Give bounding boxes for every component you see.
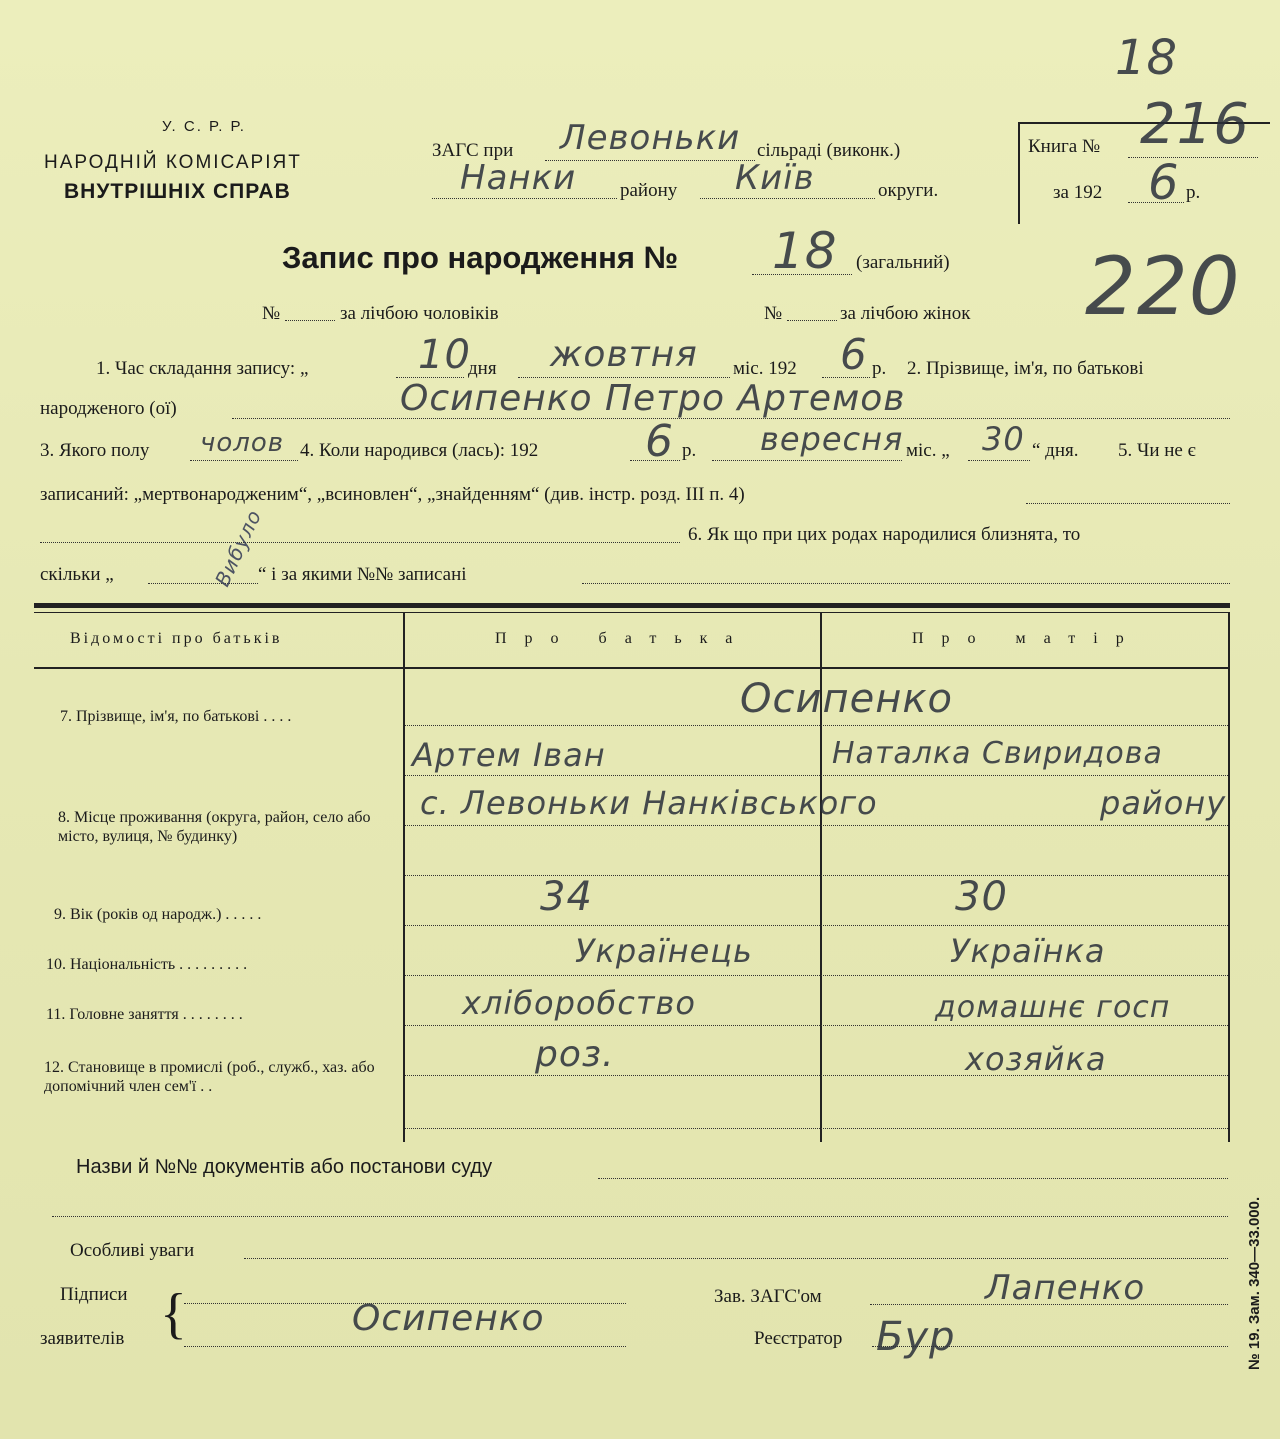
okrug-value: Київ (735, 158, 815, 198)
row-7-label: 7. Прізвище, ім'я, по батькові . . . . (60, 708, 292, 725)
print-mark: № 19. Зам. 340—33.000. (1246, 1196, 1263, 1370)
f1-year-suffix: р. (872, 358, 887, 379)
ministry-line2: ВНУТРІШНІХ СПРАВ (64, 180, 291, 203)
ussr-label: У. С. Р. Р. (162, 118, 246, 135)
district-label: району (620, 180, 678, 201)
f1-year: 6 (840, 330, 868, 379)
book-year-suffix: р. (1186, 182, 1201, 203)
female-no: № (764, 303, 783, 324)
mother-nationality: Українка (950, 932, 1106, 970)
mother-age: 30 (955, 874, 1008, 920)
applicant-signature: Осипенко (352, 1298, 545, 1339)
book-year: 6 (1148, 155, 1180, 211)
registrar-signature: Бур (876, 1314, 956, 1360)
father-name: Артем Іван (412, 736, 606, 774)
father-nationality: Українець (575, 932, 753, 970)
table-col-divider-3 (1228, 612, 1230, 1142)
table-header-rule (34, 667, 1230, 669)
f6-label: 6. Як що при цих родах народилися близнята, то (688, 524, 1081, 545)
f1-month-label: міс. 192 (733, 358, 797, 379)
surname-value: Осипенко (740, 676, 954, 722)
f3-label: 3. Якого полу (40, 440, 150, 461)
father-residence: с. Левоньки Нанківського (420, 784, 878, 822)
district-value: Нанки (460, 158, 577, 198)
f1-day-label: дня (468, 358, 497, 379)
signature-brace: { (160, 1283, 187, 1345)
f6-label2: скільки „ (40, 564, 114, 585)
notes-label: Особливі уваги (70, 1240, 195, 1261)
col-header-father: Про батька (495, 630, 751, 647)
f4-month: вересня (760, 420, 904, 458)
okrug-label: округи. (878, 180, 939, 201)
f2-value: Осипенко Петро Артемов (400, 378, 906, 419)
row-11-label: 11. Головне заняття . . . . . . . . (46, 1006, 243, 1023)
f1-month: жовтня (550, 334, 698, 375)
f4-year-suffix: р. (682, 440, 697, 461)
f6-label3: “ і за якими №№ записані (258, 564, 467, 585)
f2-label: 2. Прізвище, ім'я, по батькові (907, 358, 1144, 379)
zags-suffix: сільраді (виконк.) (757, 140, 901, 161)
registrar-label: Реєстратор (754, 1328, 843, 1349)
head-signature: Лапенко (985, 1268, 1146, 1308)
f4-label: 4. Коли народився (лась): 192 (300, 440, 539, 461)
book-label: Книга № (1028, 136, 1101, 157)
mother-residence: району (1100, 784, 1227, 822)
f4-day-label: “ дня. (1032, 440, 1079, 461)
f4-month-label: міс. „ (906, 440, 950, 461)
zags-prefix: ЗАГС при (432, 140, 514, 161)
male-count-label: за лічбою чоловіків (340, 303, 499, 324)
f5-label2: записаний: „мертвонародженим“, „всиновлен“, „знайденням“ (див. інстр. розд. III п. 4) (40, 484, 745, 505)
mother-status: хозяйка (965, 1040, 1107, 1078)
mother-occupation: домашнє госп (935, 990, 1171, 1025)
signatures-label2: заявителів (40, 1328, 125, 1349)
book-number: 216 (1140, 92, 1250, 157)
f4-year: 6 (645, 416, 674, 467)
mother-name: Наталка Свиридова (832, 736, 1163, 771)
record-number: 18 (772, 222, 838, 280)
side-stamp: Вибуло (210, 505, 267, 591)
table-top-rule (34, 603, 1230, 608)
father-age: 34 (540, 874, 593, 920)
row-12-label: 12. Становище в промислі (роб., служб., хаз. або допомічний член сем'ї . . (44, 1059, 375, 1095)
f4-day: 30 (982, 420, 1025, 458)
row-9-label: 9. Вік (років од народж.) . . . . . (54, 906, 262, 923)
f1-day: 10 (418, 332, 471, 378)
father-status: роз. (535, 1034, 615, 1075)
signatures-label1: Підписи (60, 1284, 128, 1305)
documents-label: Назви й №№ документів або постанови суду (76, 1156, 493, 1178)
record-general: (загальний) (856, 252, 950, 273)
sheet-number: 18 (1115, 30, 1179, 86)
record-title: Запис про народження № (282, 240, 679, 275)
col-header-mother: Про матір (912, 630, 1142, 647)
head-label: Зав. ЗАГС'ом (714, 1286, 822, 1307)
f5-label: 5. Чи не є (1118, 440, 1196, 461)
col-header-info: Відомості про батьків (70, 630, 283, 647)
row-8-label: 8. Місце проживання (округа, район, село або місто, вулиця, № будинку) (58, 809, 371, 845)
female-count-label: за лічбою жінок (840, 303, 971, 324)
row-10-label: 10. Національність . . . . . . . . . (46, 956, 248, 973)
male-no: № (262, 303, 281, 324)
table-col-divider-1 (403, 612, 405, 1142)
zags-village: Левоньки (560, 118, 741, 158)
ministry-line1: НАРОДНІЙ КОМІСАРІЯТ (44, 152, 302, 173)
f3-value: чолов (200, 428, 285, 458)
total-number: 220 (1085, 240, 1241, 333)
f1-label: 1. Час складання запису: „ (96, 358, 309, 379)
f2-label2: народженого (ої) (40, 398, 177, 419)
father-occupation: хліборобство (462, 984, 696, 1022)
book-year-label: за 192 (1053, 182, 1103, 203)
